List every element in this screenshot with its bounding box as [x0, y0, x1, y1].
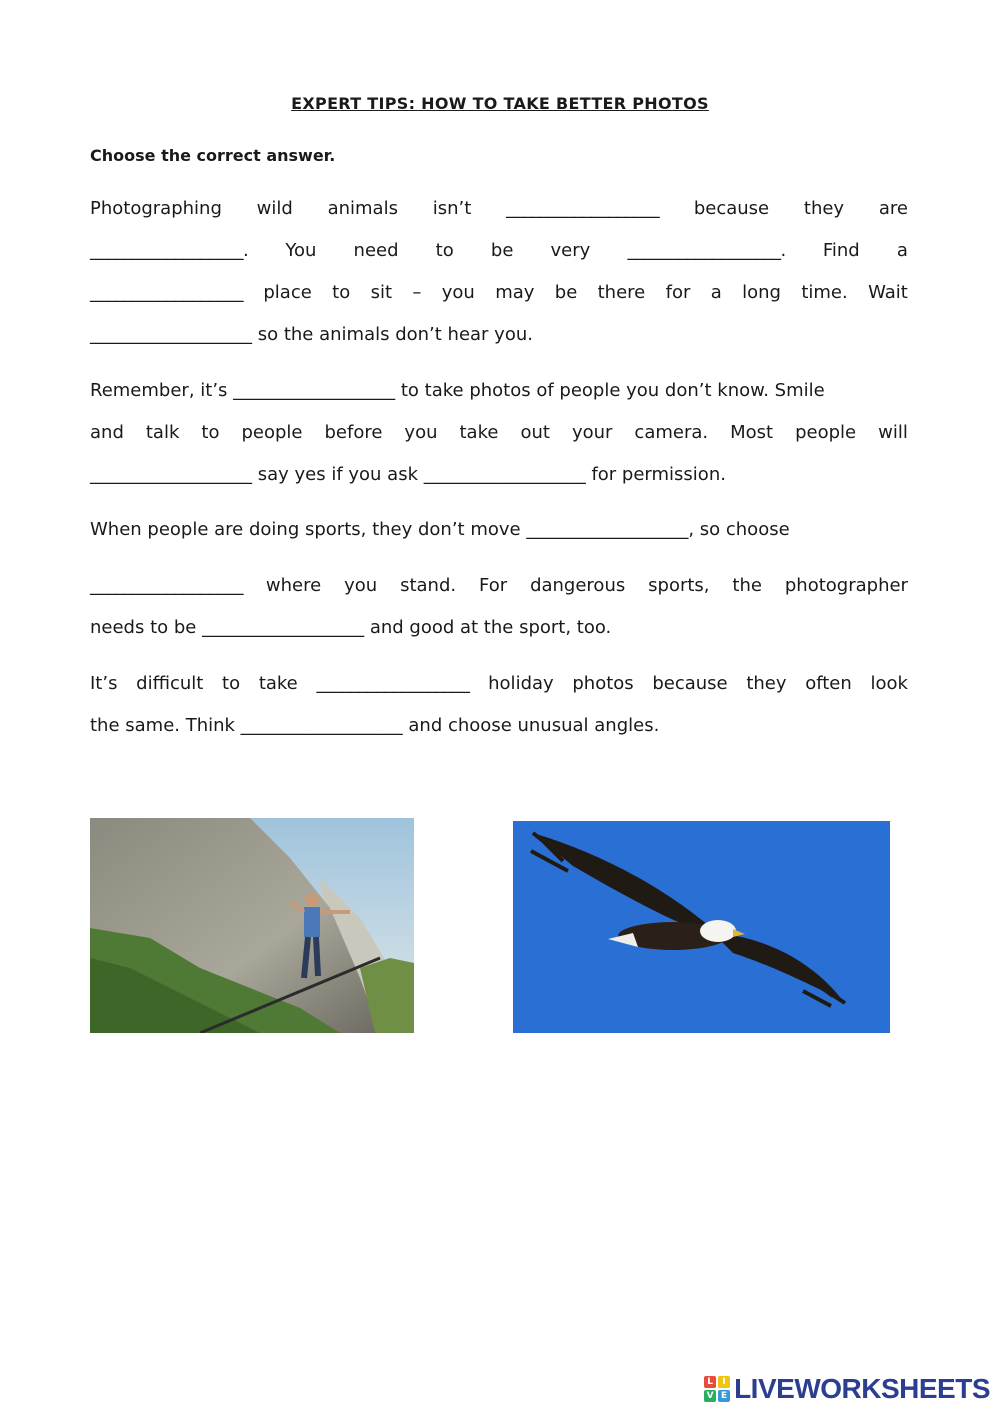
word: isn’t [432, 198, 472, 219]
word: are [878, 198, 908, 219]
word: to [222, 673, 241, 694]
answer-blank[interactable]: __________________ [90, 575, 243, 596]
para2-line2 [90, 412, 908, 454]
word: a [710, 282, 722, 303]
word: need [353, 240, 399, 261]
worksheet-title: EXPERT TIPS: HOW TO TAKE BETTER PHOTOS [291, 94, 709, 113]
word: It’s [90, 673, 118, 694]
answer-blank[interactable]: __________________. [90, 240, 249, 261]
word: be [554, 282, 578, 303]
paragraph-dangerous-sports [90, 565, 908, 649]
word: will [878, 422, 908, 443]
logo-tile-yellow: I [718, 1376, 730, 1388]
word: there [597, 282, 646, 303]
word: wild [256, 198, 293, 219]
word: to [201, 422, 220, 443]
slackline-photo [90, 818, 414, 1033]
word: before [324, 422, 383, 443]
para1-line3 [90, 272, 908, 314]
slackline-image [90, 818, 414, 1033]
paragraph-wildlife [90, 188, 908, 356]
word: a [896, 240, 908, 261]
word: photos [572, 673, 634, 694]
instruction: Choose the correct answer. [90, 146, 336, 165]
word: very [550, 240, 591, 261]
paragraph-holiday [90, 663, 908, 747]
word: be [490, 240, 514, 261]
word: – [412, 282, 422, 303]
word: to [332, 282, 351, 303]
word: sit [370, 282, 393, 303]
word: may [495, 282, 535, 303]
word: your [571, 422, 613, 443]
para1-line4: __________________ so the animals don’t hear you. [90, 324, 533, 345]
word: stand. [400, 575, 457, 596]
logo-tile-green: V [704, 1390, 716, 1402]
para1-line1 [90, 188, 908, 230]
para4-line2: needs to be __________________ and good at the sport, too. [90, 617, 612, 638]
answer-blank[interactable]: __________________ [316, 673, 470, 694]
word: animals [327, 198, 398, 219]
word: to [435, 240, 454, 261]
word: long [742, 282, 781, 303]
word: Most [730, 422, 774, 443]
logo-tile-blue: E [718, 1390, 730, 1402]
eagle-photo [513, 821, 890, 1033]
para5-line1 [90, 663, 908, 705]
word: Find [822, 240, 860, 261]
word: you [404, 422, 438, 443]
word: difficult [136, 673, 204, 694]
word: Photographing [90, 198, 222, 219]
word: look [870, 673, 908, 694]
word: you [441, 282, 475, 303]
para5-line2: the same. Think __________________ and choose unusual angles. [90, 715, 660, 736]
word: people [795, 422, 857, 443]
liveworksheets-logo [704, 1371, 990, 1407]
word: photographer [784, 575, 908, 596]
word: sports, [648, 575, 710, 596]
word: talk [145, 422, 180, 443]
para2-line1: Remember, it’s __________________ to take photos of people you don’t know. Smile [90, 380, 825, 401]
word: For [479, 575, 508, 596]
para1-line2 [90, 230, 908, 272]
word: they [746, 673, 787, 694]
para3-line1: When people are doing sports, they don’t move __________________, so choose [90, 519, 790, 540]
word: take [258, 673, 298, 694]
eagle-image [513, 821, 890, 1033]
logo-tile-red: L [704, 1376, 716, 1388]
word: where [265, 575, 322, 596]
word: people [241, 422, 303, 443]
word: dangerous [530, 575, 626, 596]
logo-mark-icon [704, 1376, 730, 1402]
paragraph-people [90, 370, 908, 496]
word: You [285, 240, 317, 261]
word: place [263, 282, 312, 303]
word: and [90, 422, 124, 443]
word: you [344, 575, 378, 596]
para2-line3: __________________ say yes if you ask __________________ for permission. [90, 464, 726, 485]
word: holiday [488, 673, 554, 694]
word: because [652, 673, 728, 694]
para4-line1 [90, 565, 908, 607]
word: often [805, 673, 852, 694]
answer-blank[interactable]: __________________ [506, 198, 660, 219]
word: they [803, 198, 845, 219]
word: camera. [634, 422, 709, 443]
word: the [732, 575, 762, 596]
word: time. [801, 282, 848, 303]
logo-text: LIVEWORKSHEETS [734, 1373, 990, 1404]
word: because [693, 198, 770, 219]
answer-blank[interactable]: __________________ [90, 282, 243, 303]
paragraph-sports [90, 509, 908, 551]
word: out [520, 422, 550, 443]
word: Wait [868, 282, 908, 303]
word: for [665, 282, 691, 303]
answer-blank[interactable]: __________________. [627, 240, 786, 261]
word: take [459, 422, 499, 443]
